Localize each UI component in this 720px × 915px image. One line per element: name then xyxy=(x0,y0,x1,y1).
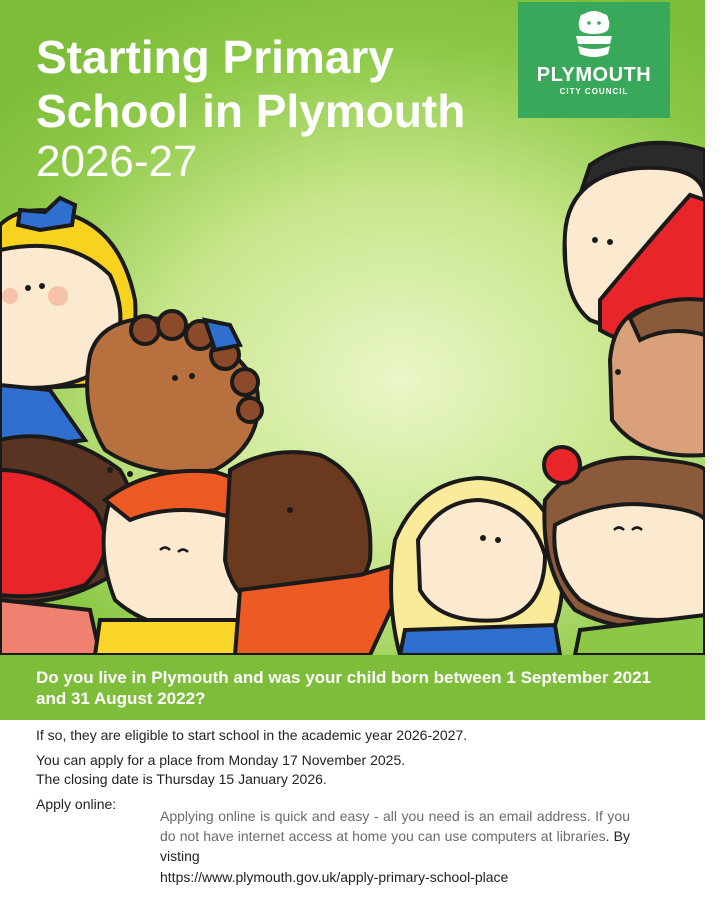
closing-date-text: The closing date is Thursday 15 January 2026. xyxy=(36,771,327,787)
apply-online-label: Apply online: xyxy=(36,796,117,812)
apply-url-link[interactable]: https://www.plymouth.gov.uk/apply-primary-school-place xyxy=(160,869,509,885)
apply-from-text: You can apply for a place from Monday 17 November 2025. xyxy=(36,752,406,768)
page-title xyxy=(36,30,465,138)
apply-description-text: Applying online is quick and easy - all you need is an email address. If you do not have internet access at home you can use computers at libraries xyxy=(160,808,630,844)
eligibility-text: If so, they are eligible to start school in the academic year 2026-2027. xyxy=(36,727,468,743)
eligibility-question: Do you live in Plymouth and was your child born between 1 September 2021 and 31 August 2022? xyxy=(36,668,651,708)
apply-visit-text: . By visting xyxy=(160,828,630,864)
logo-name: PLYMOUTH xyxy=(536,64,652,86)
academic-year: 2026-27 xyxy=(36,137,198,186)
plymouth-city-council-logo xyxy=(518,2,670,118)
eligibility-banner xyxy=(0,655,705,720)
title-line-2: School in Plymouth xyxy=(36,85,466,137)
apply-online-description xyxy=(160,806,630,866)
logo-subtitle: CITY COUNCIL xyxy=(559,87,629,96)
lion-crest-icon xyxy=(570,10,618,62)
title-line-1: Starting Primary xyxy=(36,31,394,83)
